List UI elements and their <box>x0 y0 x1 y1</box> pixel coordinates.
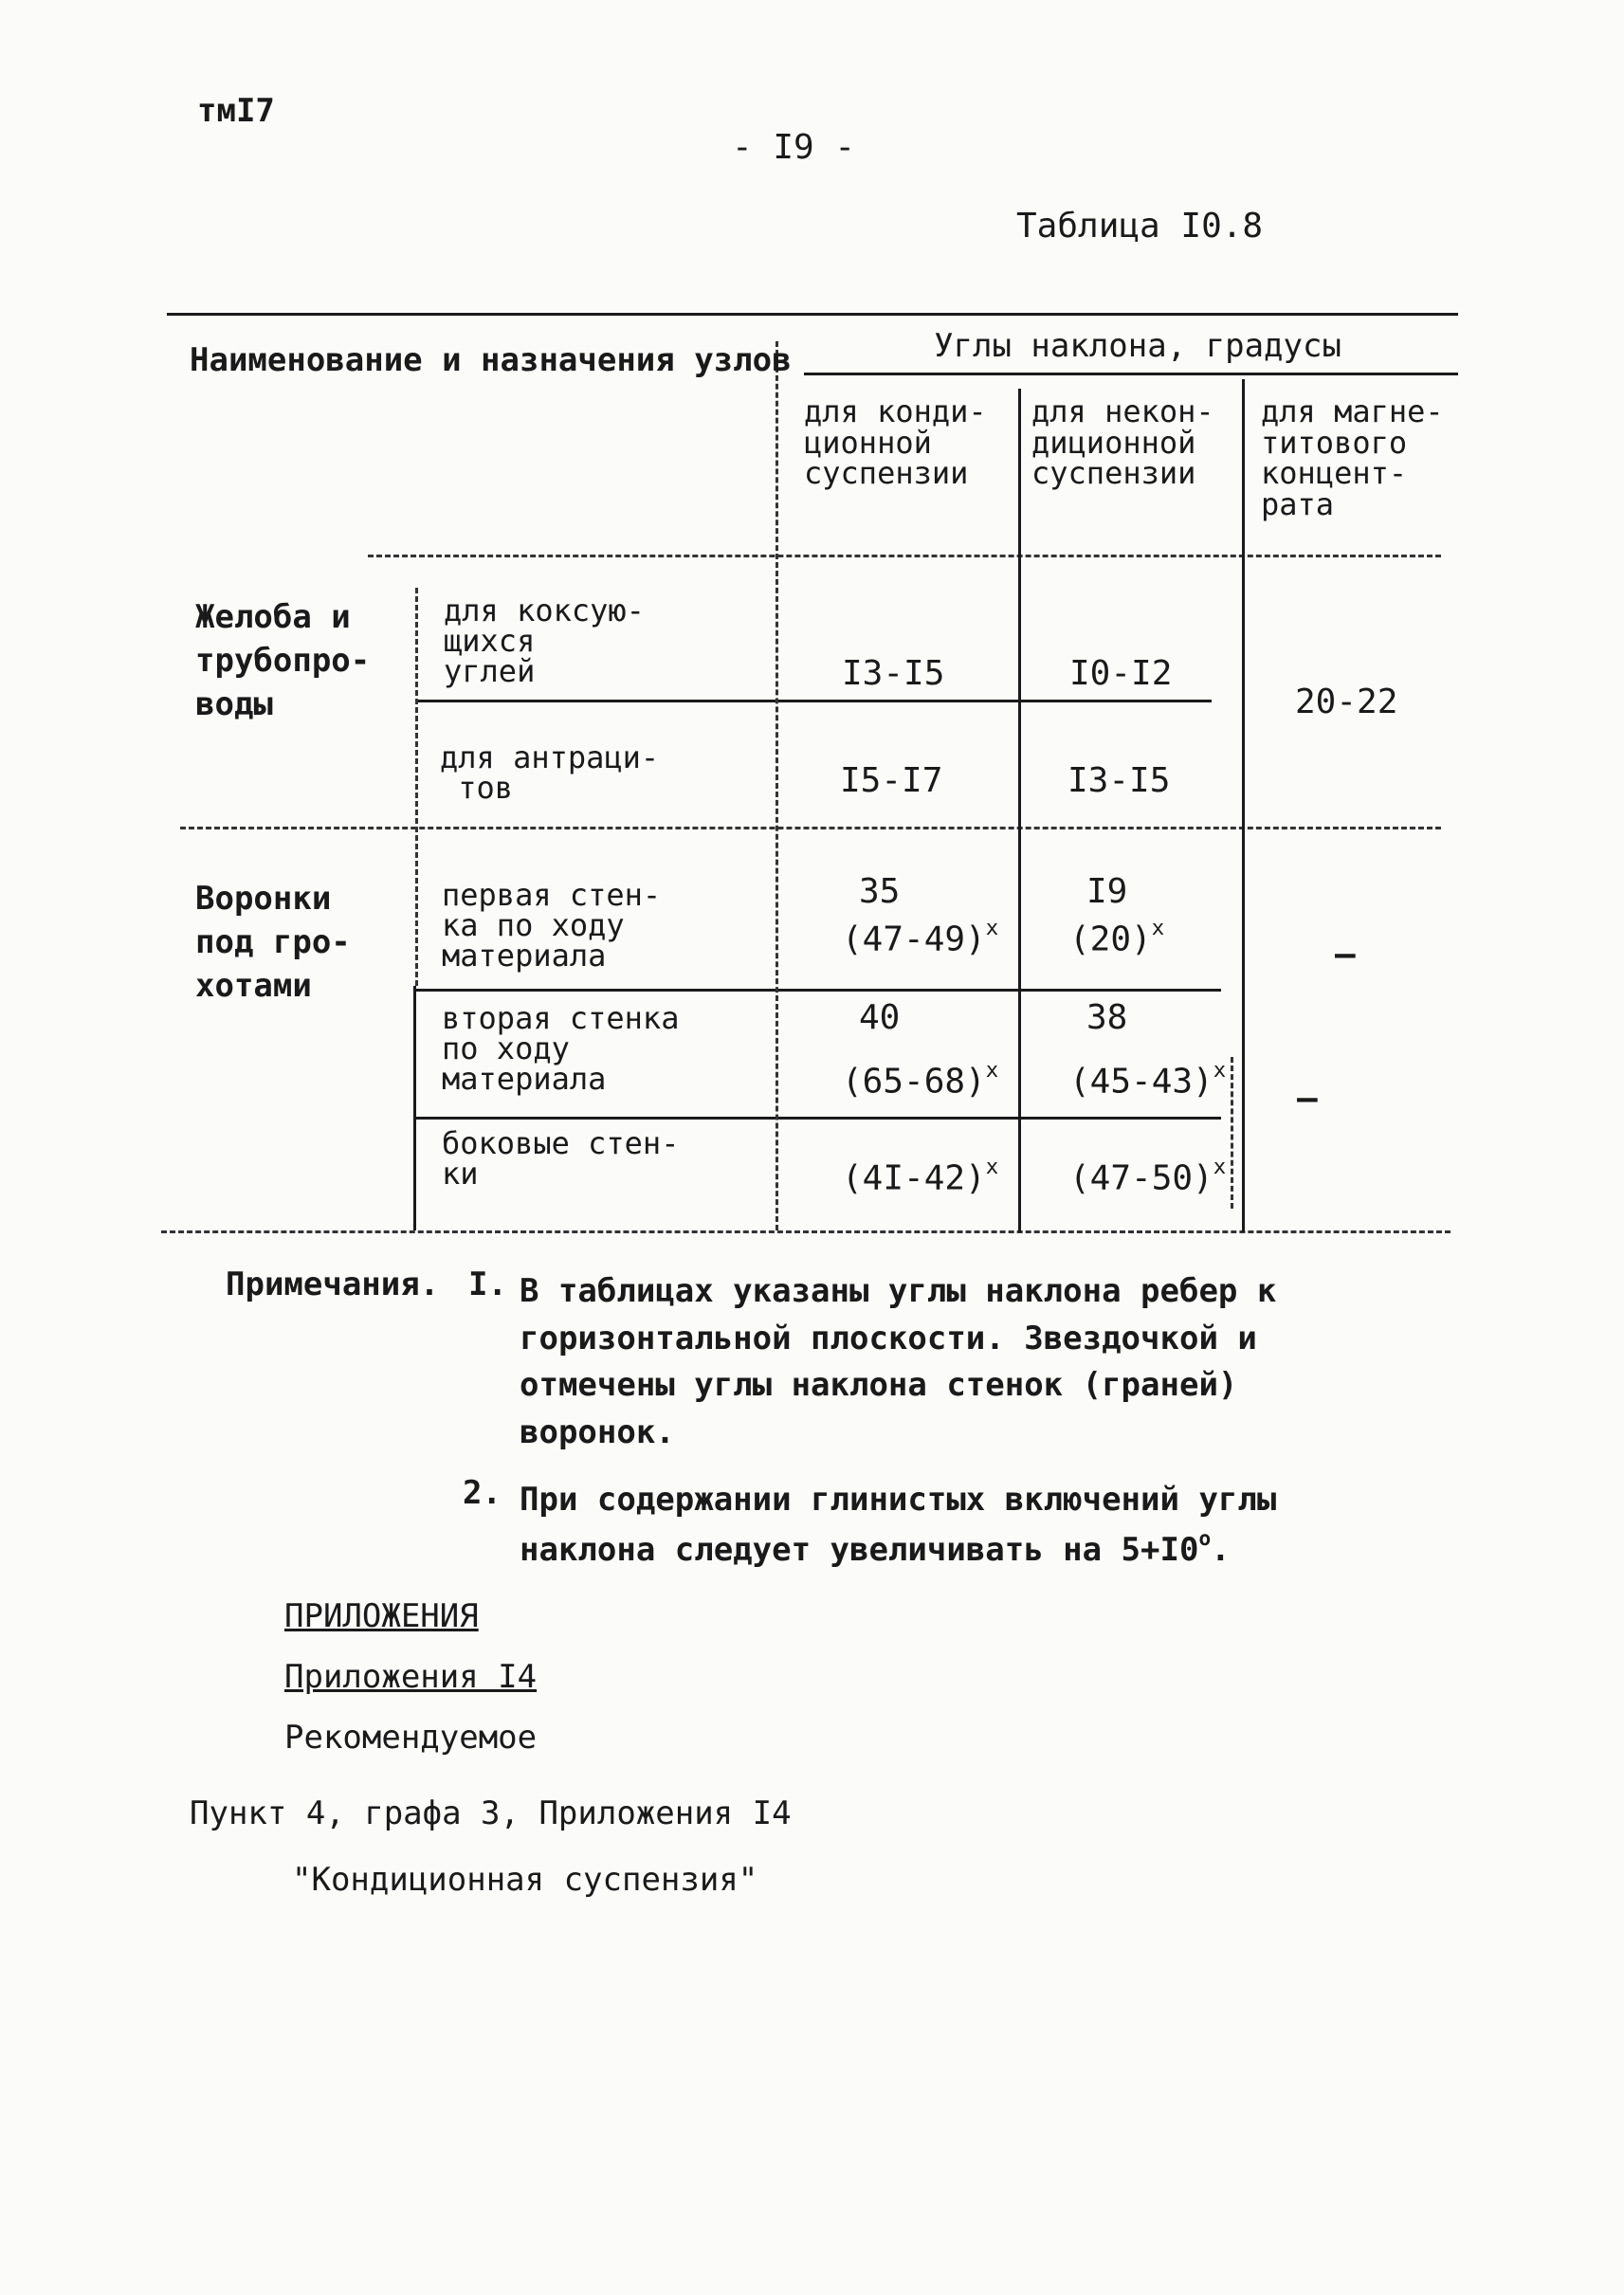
star-mark: x <box>985 1155 999 1179</box>
subheader-magnetite: для магне- титового концент- рата <box>1261 393 1444 522</box>
angles-header-underline <box>804 373 1458 375</box>
angles-header: Углы наклона, градусы <box>934 327 1341 365</box>
group-divider <box>180 827 1441 829</box>
cell-second-wall-cond-star: (65-68) <box>842 1062 986 1102</box>
cell-anthracite-cond: I5-I7 <box>840 761 943 800</box>
cell-second-wall-noncond-star: (45-43) <box>1069 1062 1213 1102</box>
col-divider-right-tail <box>1231 1057 1233 1209</box>
cell-coking-noncond: I0-I2 <box>1069 654 1173 693</box>
cell-coking-cond: I3-I5 <box>842 654 945 693</box>
appendix-heading: ПРИЛОЖЕНИЯ <box>284 1597 479 1635</box>
row-label-coking-coal: для коксую- щихся углей <box>444 592 645 689</box>
star-mark: x <box>1213 1155 1227 1179</box>
row-divider-funnel-1 <box>415 989 1221 992</box>
appendix-item-ref: Пункт 4, графа 3, Приложения I4 <box>190 1794 792 1832</box>
table-bottom-border <box>161 1230 1451 1233</box>
degree-mark: o <box>1198 1525 1212 1550</box>
row-label-second-wall: вторая стенка по ходу материала <box>442 1000 680 1097</box>
note-1-text: В таблицах указаны углы наклона ребер к горизонтальной плоскости. Звездочкой и отмечены углы наклона стенок (граней) воронок. <box>520 1272 1277 1451</box>
col-name-header: Наименование и назначения узлов <box>190 341 792 379</box>
group-name-chutes: Желоба и трубопро- воды <box>195 598 371 724</box>
cell-first-wall-noncond: I9 <box>1086 872 1128 911</box>
row-label-side-walls: боковые стен- ки <box>442 1125 680 1192</box>
cell-first-wall-cond-star: (47-49) <box>842 920 986 959</box>
star-mark: x <box>985 916 999 940</box>
col-divider-cond <box>1018 389 1021 1232</box>
document-code: тмI7 <box>197 92 275 130</box>
col-divider-group-bottom <box>413 986 416 1230</box>
appendix-recommended: Рекомендуемое <box>284 1719 538 1757</box>
cell-chutes-magnetite: 20-22 <box>1295 683 1398 721</box>
star-mark: x <box>985 1058 999 1083</box>
group-name-funnels: Воронки под гро- хотами <box>195 880 351 1006</box>
notes-title: Примечания. <box>226 1266 440 1303</box>
cell-second-wall-magnetite: – <box>1297 1079 1318 1118</box>
row-divider-funnel-2 <box>415 1117 1221 1120</box>
col-divider-noncond <box>1242 379 1245 1232</box>
cell-side-walls-noncond-star: (47-50) <box>1069 1158 1213 1198</box>
appendix-subheading: Приложения I4 <box>284 1658 538 1696</box>
note-1-number: I. <box>468 1266 507 1303</box>
star-mark: x <box>1151 916 1165 940</box>
table-title: Таблица I0.8 <box>1016 207 1264 246</box>
subheader-nonconditioned: для некон- диционной суспензии <box>1031 393 1214 492</box>
table-top-border <box>167 313 1458 316</box>
cell-first-wall-magnetite: – <box>1335 935 1356 974</box>
col-divider-name <box>776 341 778 1230</box>
row-label-anthracite: для антраци- тов <box>440 739 660 806</box>
note-2-period: . <box>1211 1530 1231 1569</box>
row-label-first-wall: первая стен- ка по ходу материала <box>442 877 662 974</box>
cell-anthracite-noncond: I3-I5 <box>1067 761 1171 800</box>
cell-first-wall-noncond-star: (20) <box>1069 920 1152 959</box>
note-2-text: При содержании глинистых включений углы наклона следует увеличивать на 5+I0 <box>520 1481 1277 1569</box>
cell-side-walls-cond-star: (4I-42) <box>842 1158 986 1198</box>
page-number: - I9 - <box>732 128 856 167</box>
cell-first-wall-cond: 35 <box>859 872 901 911</box>
star-mark: x <box>1213 1058 1227 1083</box>
note-2-number: 2. <box>463 1474 502 1512</box>
cell-second-wall-cond: 40 <box>859 998 901 1037</box>
appendix-item-value: "Кондиционная суспензия" <box>292 1861 758 1899</box>
cell-second-wall-noncond: 38 <box>1086 998 1128 1037</box>
header-bottom-line <box>368 555 1441 557</box>
row-divider-chutes <box>415 700 1212 702</box>
subheader-conditioned: для конди- ционной суспензии <box>804 393 987 492</box>
col-divider-group-top <box>415 588 418 986</box>
